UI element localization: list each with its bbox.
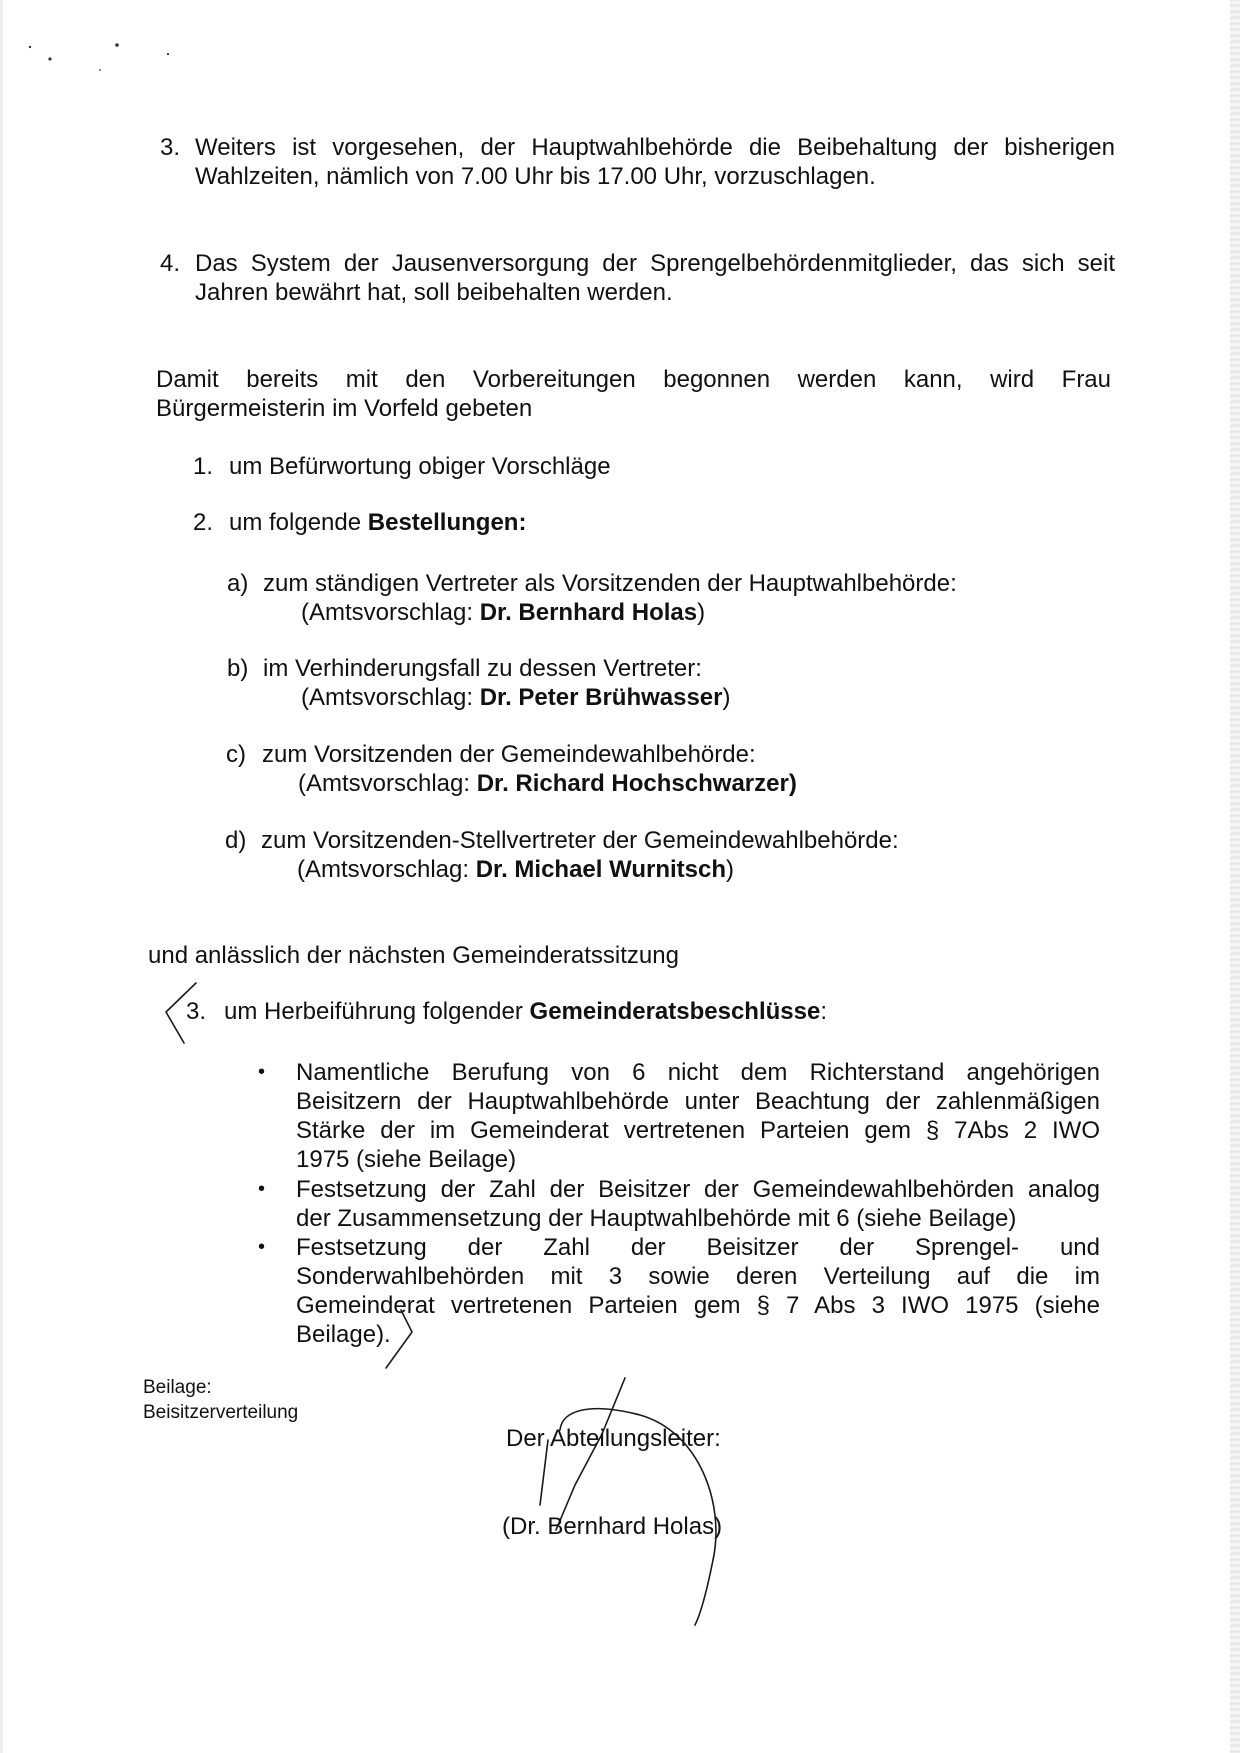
proposal-name: Dr. Peter Brühwasser [479, 684, 723, 711]
bullet-symbol: • [258, 1236, 266, 1258]
appointment-role: zum Vorsitzenden-Stellvertreter der Gemeindewahlbehörde: [261, 827, 899, 854]
point-text-line: Wahlzeiten, nämlich von 7.00 Uhr bis 17.00 Uhr, vorzuschlagen. [195, 163, 876, 190]
attachment-value: Beisitzerverteilung [143, 1402, 299, 1423]
bullet-line: Gemeinderat vertretenen Parteien gem § 7 Abs 3 IWO 1975 (siehe [296, 1292, 1100, 1319]
proposal-prefix: (Amtsvorschlag: [301, 599, 480, 626]
request-text: um folgende [229, 509, 368, 536]
signature-loop [560, 1409, 716, 1625]
intro-line: Damit bereits mit den Vorbereitungen begonnen werden kann, wird Frau [156, 366, 1111, 393]
appointment-letter: d) [225, 827, 247, 854]
point-number: 3. [160, 134, 181, 161]
proposal-prefix: (Amtsvorschlag: [298, 770, 477, 797]
signature-stroke [556, 1378, 625, 1530]
proposal-name: Dr. Michael Wurnitsch [475, 856, 726, 883]
attachment-label: Beilage: [143, 1377, 212, 1398]
proposal-prefix: (Amtsvorschlag: [301, 684, 480, 711]
bullet-line: Beisitzern der Hauptwahlbehörde unter Beachtung der zahlenmäßigen [296, 1088, 1100, 1115]
open-bracket-mark [166, 983, 196, 1043]
appointment-letter: b) [227, 655, 249, 682]
proposal-name: Dr. Bernhard Holas [479, 599, 698, 626]
council-lead: und anlässlich der nächsten Gemeinderatssitzung [148, 942, 679, 969]
proposal-prefix: (Amtsvorschlag: [297, 856, 476, 883]
proposal-suffix: ) [726, 856, 734, 883]
bullet-line: Beilage). [296, 1321, 391, 1348]
bullet-symbol: • [258, 1061, 266, 1083]
bullet-line: Festsetzung der Zahl der Beisitzer der Sprengel- und [296, 1234, 1100, 1261]
appointment-role: im Verhinderungsfall zu dessen Vertreter: [263, 655, 702, 682]
intro-line: Bürgermeisterin im Vorfeld gebeten [156, 395, 533, 422]
appointment-role: zum Vorsitzenden der Gemeindewahlbehörde: [262, 741, 756, 768]
request-text: um Befürwortung obiger Vorschläge [229, 453, 611, 480]
council-text: um Herbeiführung folgender [224, 998, 530, 1025]
point-text-line: Jahren bewährt hat, soll beibehalten werden. [195, 279, 673, 306]
bullet-symbol: • [258, 1178, 266, 1200]
request-number: 1. [193, 453, 214, 480]
appointment-letter: a) [227, 570, 249, 597]
point-number: 4. [160, 250, 181, 277]
signature-name: (Dr. Bernhard Holas) [502, 1513, 723, 1540]
signature-stroke [540, 1440, 548, 1505]
appointment-letter: c) [226, 741, 246, 768]
bullet-line: Festsetzung der Zahl der Beisitzer der Gemeindewahlbehörden analog [296, 1176, 1100, 1203]
bullet-line: Namentliche Berufung von 6 nicht dem Richterstand angehörigen [296, 1059, 1100, 1086]
bullet-line: 1975 (siehe Beilage) [296, 1146, 517, 1173]
signature-title: Der Abteilungsleiter: [506, 1425, 721, 1452]
proposal-suffix: ) [722, 684, 731, 711]
bullet-line: Stärke der im Gemeinderat vertretenen Parteien gem § 7Abs 2 IWO [296, 1117, 1100, 1144]
bullet-line: Sonderwahlbehörden mit 3 sowie deren Verteilung auf die im [296, 1263, 1100, 1290]
appointment-role: zum ständigen Vertreter als Vorsitzenden der Hauptwahlbehörde: [263, 570, 957, 597]
request-number: 2. [193, 509, 214, 536]
point-text-line: Weiters ist vorgesehen, der Hauptwahlbehörde die Beibehaltung der bisherigen [195, 134, 1115, 161]
proposal-name: Dr. Richard Hochschwarzer) [476, 770, 797, 797]
council-colon: : [820, 998, 828, 1025]
request-bold: Bestellungen: [367, 509, 527, 536]
council-number: 3. [186, 998, 207, 1025]
point-text-line: Das System der Jausenversorgung der Sprengelbehördenmitglieder, das sich seit [195, 250, 1115, 277]
close-bracket-mark [386, 1310, 412, 1368]
council-bold: Gemeinderatsbeschlüsse [529, 998, 821, 1025]
proposal-suffix: ) [697, 599, 706, 626]
bullet-line: der Zusammensetzung der Hauptwahlbehörde mit 6 (siehe Beilage) [296, 1205, 1017, 1232]
